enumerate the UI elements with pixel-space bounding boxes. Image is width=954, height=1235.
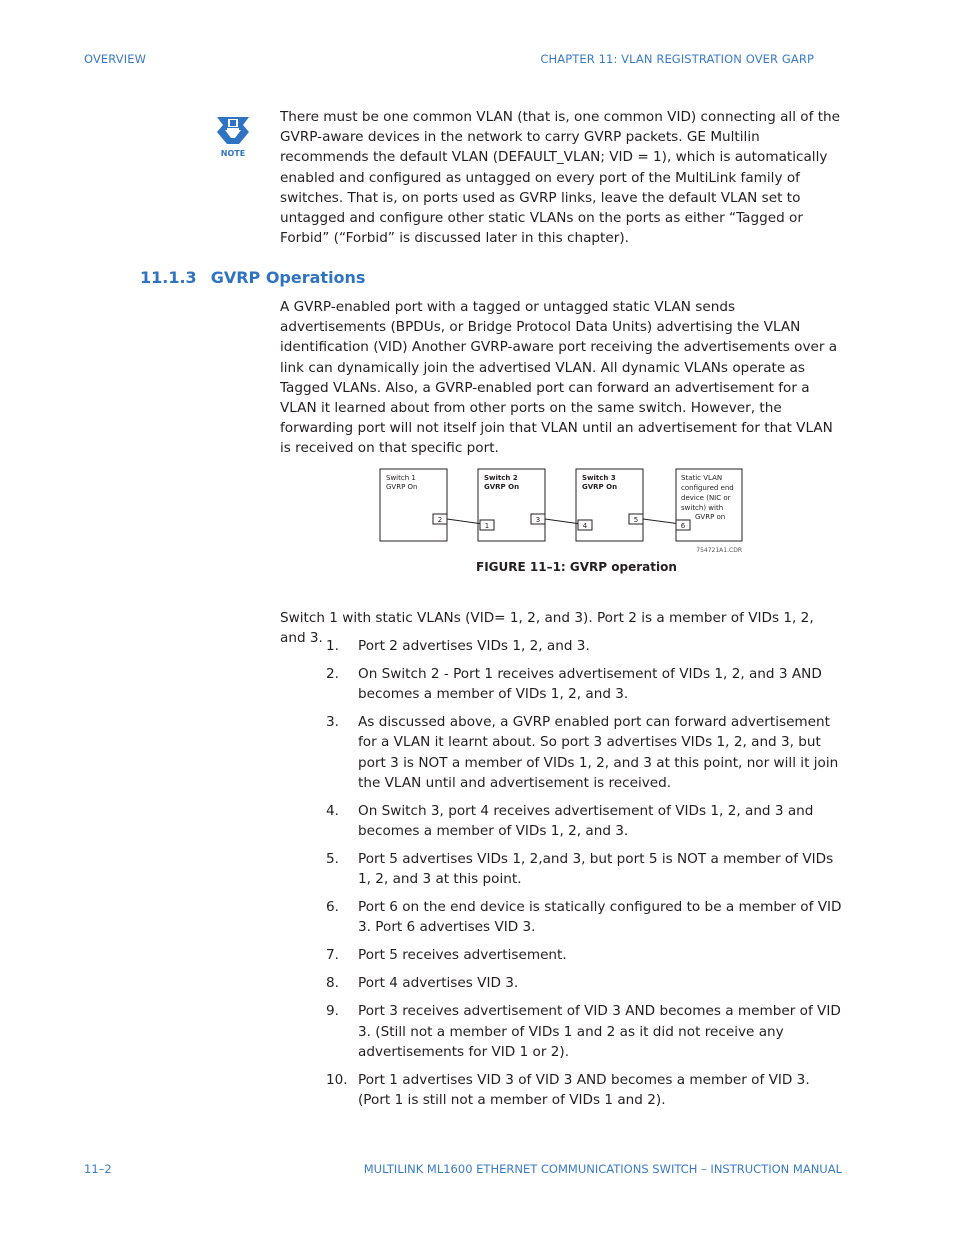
- step-text: Port 2 advertises VIDs 1, 2, and 3.: [358, 638, 590, 654]
- step-text: Port 5 receives advertisement.: [358, 947, 567, 964]
- end-device-line3: device (NIC or: [681, 494, 731, 502]
- step-number: 8.: [326, 975, 339, 992]
- switch-3-gvrp: GVRP On: [582, 483, 618, 491]
- port-6-label: 6: [680, 522, 686, 530]
- figure-code: 754721A1.CDR: [696, 547, 742, 554]
- section-paragraph: A GVRP-enabled port with a tagged or untagged static VLAN sends advertisements (BPDUs, or Bridge Protocol Data Units) advertising the VLAN identification (VID) Another GVRP-aware port receiving the advertisements over a link can dynamically join the advertised VLAN. All dynamic VLANs operate as Tagged VLANs. Also, a GVRP-enabled port can forward an advertisement for a VLAN it learned about from other ports on the same switch. However, the forwarding port will not itself join that VLAN until an advertisement for that VLAN is received on that specific port.: [280, 299, 838, 457]
- step-text: Port 4 advertises VID 3.: [358, 975, 519, 992]
- list-item: [326, 945, 842, 965]
- running-footer: MULTILINK ML1600 ETHERNET COMMUNICATIONS SWITCH – INSTRUCTION MANUAL: [363, 1162, 842, 1176]
- list-item: [326, 712, 842, 793]
- step-number: 10.: [326, 1071, 348, 1088]
- list-item: [326, 1070, 842, 1110]
- list-item: [326, 636, 842, 656]
- port-3-label: 3: [535, 516, 541, 524]
- step-number: 9.: [326, 1003, 339, 1020]
- running-header-left: OVERVIEW: [84, 52, 147, 66]
- end-device-line2: configured end: [681, 484, 734, 492]
- step-text: On Switch 2 - Port 1 receives advertisement of VIDs 1, 2, and 3 AND becomes a member of VIDs 1, 2, and 3.: [358, 666, 822, 703]
- list-item: [326, 973, 842, 993]
- switch-2-gvrp: GVRP On: [484, 483, 520, 491]
- section-number: 11.1.3: [140, 268, 197, 287]
- switch-3-label: Switch 3: [582, 474, 616, 482]
- note-icon-label: NOTE: [220, 149, 246, 158]
- step-text: Port 3 receives advertisement of VID 3 AND becomes a member of VID 3. (Still not a member of VIDs 1 and 2 as it did not receive any advertisements for VID 1 or 2).: [358, 1003, 841, 1060]
- port-1-label: 1: [484, 522, 490, 530]
- gvrp-figure: [376, 466, 748, 558]
- end-device-line5: GVRP on: [695, 513, 726, 521]
- end-device-line4: switch) with: [681, 504, 724, 512]
- section-heading: [140, 268, 365, 287]
- step-text: On Switch 3, port 4 receives advertisement of VIDs 1, 2, and 3 and becomes a member of VIDs 1, 2, and 3.: [358, 802, 814, 840]
- step-number: 1.: [326, 638, 339, 654]
- steps-list: [326, 636, 842, 1118]
- list-item: [326, 801, 842, 841]
- step-number: 2.: [326, 666, 339, 682]
- running-header-right: CHAPTER 11: VLAN REGISTRATION OVER GARP: [540, 52, 814, 66]
- port-5-label: 5: [633, 516, 639, 524]
- note-text: There must be one common VLAN (that is, one common VID) connecting all of the GVRP-aware devices in the network to carry GVRP packets. GE Multilin recommends the default VLAN (DEFAULT_VLAN; VID = 1), which is automatically enabled and configured as untagged on every port of the MultiLink family of switches. That is, on ports used as GVRP links, leave the default VLAN set to untagged and configure other static VLANs on the ports as either “Tagged or Forbid” (“Forbid” is discussed later in this chapter).: [280, 109, 841, 247]
- switch-1-label: Switch 1: [386, 474, 416, 482]
- step-text: Port 6 on the end device is statically configured to be a member of VID 3. Port 6 advertises VID 3.: [358, 899, 842, 936]
- note-icon: [213, 114, 253, 160]
- step-text: Port 1 advertises VID 3 of VID 3 AND becomes a member of VID 3. (Port 1 is still not a member of VIDs 1 and 2).: [358, 1071, 810, 1109]
- page-number: 11–2: [84, 1162, 112, 1176]
- port-4-label: 4: [582, 522, 588, 530]
- port-2-label: 2: [437, 516, 443, 524]
- section-title: GVRP Operations: [210, 268, 366, 287]
- step-text: As discussed above, a GVRP enabled port can forward advertisement for a VLAN it learnt about. So port 3 advertises VIDs 1, 2, and 3, but port 3 is NOT a member of VIDs 1, 2, and 3 at this point, nor will it join the VLAN until and advertisement is received.: [358, 714, 839, 791]
- switch-2-label: Switch 2: [484, 474, 518, 482]
- step-number: 6.: [326, 899, 339, 916]
- step-text: Port 5 advertises VIDs 1, 2,and 3, but port 5 is NOT a member of VIDs 1, 2, and 3 at this point.: [358, 851, 834, 888]
- list-item: [326, 664, 842, 704]
- switch-1-gvrp: GVRP On: [386, 483, 418, 491]
- figure-caption: FIGURE 11–1: GVRP operation: [476, 560, 677, 574]
- end-device-line1: Static VLAN: [681, 474, 723, 482]
- list-item: [326, 897, 842, 937]
- intro-paragraph: Switch 1 with static VLANs (VID= 1, 2, and 3). Port 2 is a member of VIDs 1, 2, and 3.: [280, 610, 814, 647]
- list-item: [326, 849, 842, 889]
- step-number: 7.: [326, 947, 339, 964]
- step-number: 3.: [326, 714, 339, 731]
- list-item: [326, 1001, 842, 1062]
- step-number: 5.: [326, 851, 339, 868]
- step-number: 4.: [326, 802, 339, 819]
